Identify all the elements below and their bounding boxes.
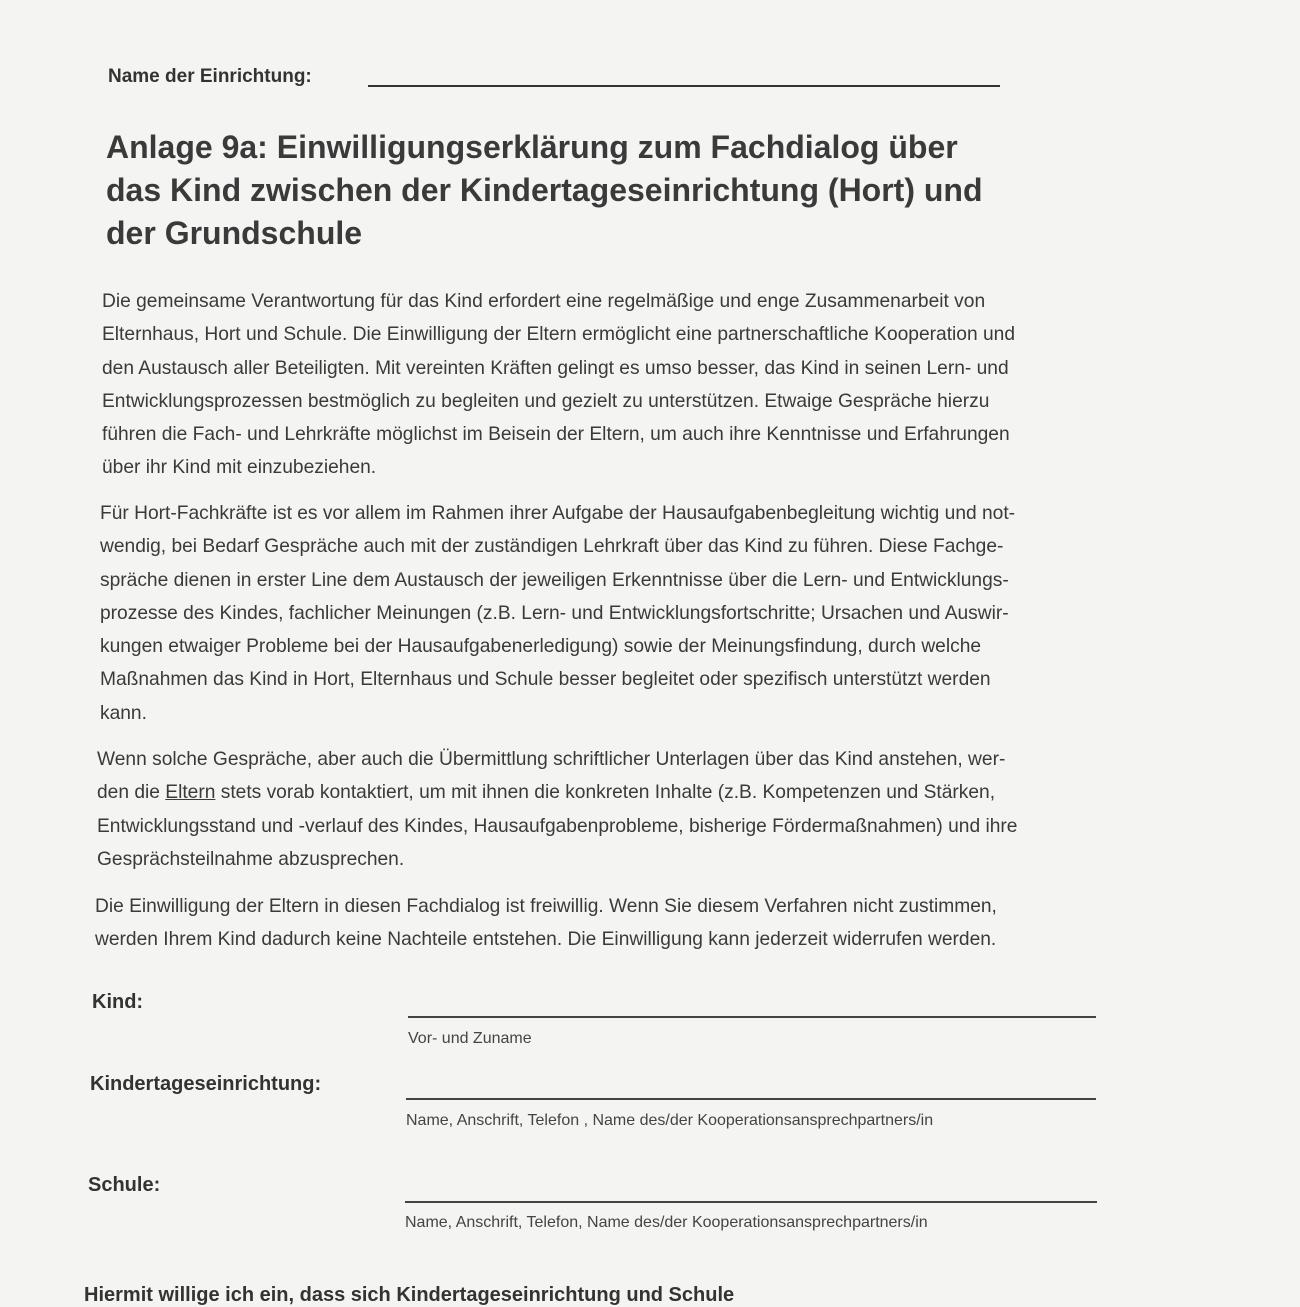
underlined-word: Eltern <box>165 782 216 804</box>
field-label-schule: Schule: <box>88 1174 161 1196</box>
text-line: Entwicklungsprozessen bestmöglich zu begleiten und gezielt zu unterstützen. Etwaige Gespräche hierzu <box>102 390 990 412</box>
field-line-schule[interactable] <box>405 1201 1097 1203</box>
text-line: Gesprächsteilnahme abzusprechen. <box>97 848 405 870</box>
text-line: prozesse des Kindes, fachlicher Meinungen (z.B. Lern- und Entwicklungsfortschritte; Ursachen und Auswir- <box>100 602 1009 624</box>
text-fragment: stets vorab kontaktiert, um mit ihnen die konkreten Inhalte (z.B. Kompetenzen und Stärken, <box>215 782 996 804</box>
consent-statement-partial: Hiermit willige ich ein, dass sich Kindertageseinrichtung und Schule <box>84 1284 735 1306</box>
text-line: Die Einwilligung der Eltern in diesen Fachdialog ist freiwillig. Wenn Sie diesem Verfahren nicht zustimmen, <box>95 896 997 917</box>
field-line-kind[interactable] <box>408 1016 1096 1018</box>
institution-name-label: Name der Einrichtung: <box>108 66 312 87</box>
field-hint-kita: Name, Anschrift, Telefon , Name des/der Kooperationsansprechpartners/in <box>406 1112 934 1129</box>
paragraph-parent-contact <box>97 743 1177 876</box>
text-line: führen die Fach- und Lehrkräfte möglichst im Beisein der Eltern, um auch ihre Kenntnisse und Erfahrungen <box>102 424 1010 446</box>
text-line: Entwicklungsstand und -verlauf des Kindes, Hausaufgabenprobleme, bisherige Fördermaßnahmen) und ihre <box>97 815 1018 837</box>
title-line: Anlage 9a: Einwilligungserklärung zum Fachdialog über <box>106 129 958 165</box>
institution-name-line[interactable] <box>368 85 1000 87</box>
document-title <box>106 126 1106 255</box>
field-hint-kind: Vor- und Zuname <box>408 1030 532 1047</box>
title-line: das Kind zwischen der Kindertageseinrichtung (Hort) und <box>106 172 983 208</box>
text-line: Für Hort-Fachkräfte ist es vor allem im Rahmen ihrer Aufgabe der Hausaufgabenbegleitung wichtig und not- <box>100 503 1016 524</box>
field-label-kind: Kind: <box>92 991 144 1013</box>
field-hint-schule: Name, Anschrift, Telefon, Name des/der Kooperationsansprechpartners/in <box>405 1214 928 1231</box>
paragraph-voluntary <box>95 890 1175 957</box>
paragraph-responsibility <box>102 285 1182 485</box>
text-line: Wenn solche Gespräche, aber auch die Übermittlung schriftlicher Unterlagen über das Kind anstehen, wer- <box>97 749 1006 770</box>
text-line: kann. <box>100 702 147 724</box>
text-line: werden Ihrem Kind dadurch keine Nachteile entstehen. Die Einwilligung kann jederzeit widerrufen werden. <box>95 929 997 951</box>
text-fragment: den die <box>97 782 166 804</box>
text-line: kungen etwaiger Probleme bei der Hausaufgabenerledigung) sowie der Meinungsfindung, durch welche <box>100 636 982 658</box>
field-line-kita[interactable] <box>406 1098 1096 1100</box>
text-line <box>97 776 1177 809</box>
text-line: über ihr Kind mit einzubeziehen. <box>102 457 377 479</box>
text-line: spräche dienen in erster Line dem Austausch der jeweiligen Erkenntnisse über die Lern- und Entwicklungs- <box>100 569 1009 591</box>
paragraph-hort-staff <box>100 497 1180 730</box>
title-line: der Grundschule <box>106 215 363 251</box>
text-line: den Austausch aller Beteiligten. Mit vereinten Kräften gelingt es umso besser, das Kind in seinen Lern- und <box>102 357 1009 379</box>
institution-name-row <box>108 66 312 88</box>
field-label-kita: Kindertageseinrichtung: <box>90 1073 322 1095</box>
text-line: Elternhaus, Hort und Schule. Die Einwilligung der Eltern ermöglicht eine partnerschaftliche Kooperation und <box>102 324 1015 346</box>
text-line: Die gemeinsame Verantwortung für das Kind erfordert eine regelmäßige und enge Zusammenarbeit von <box>102 291 986 312</box>
text-line: wendig, bei Bedarf Gespräche auch mit der zuständigen Lehrkraft über das Kind zu führen. Diese Fachge- <box>100 536 1004 558</box>
text-line: Maßnahmen das Kind in Hort, Elternhaus und Schule besser begleitet oder spezifisch unterstützt werden <box>100 669 991 691</box>
